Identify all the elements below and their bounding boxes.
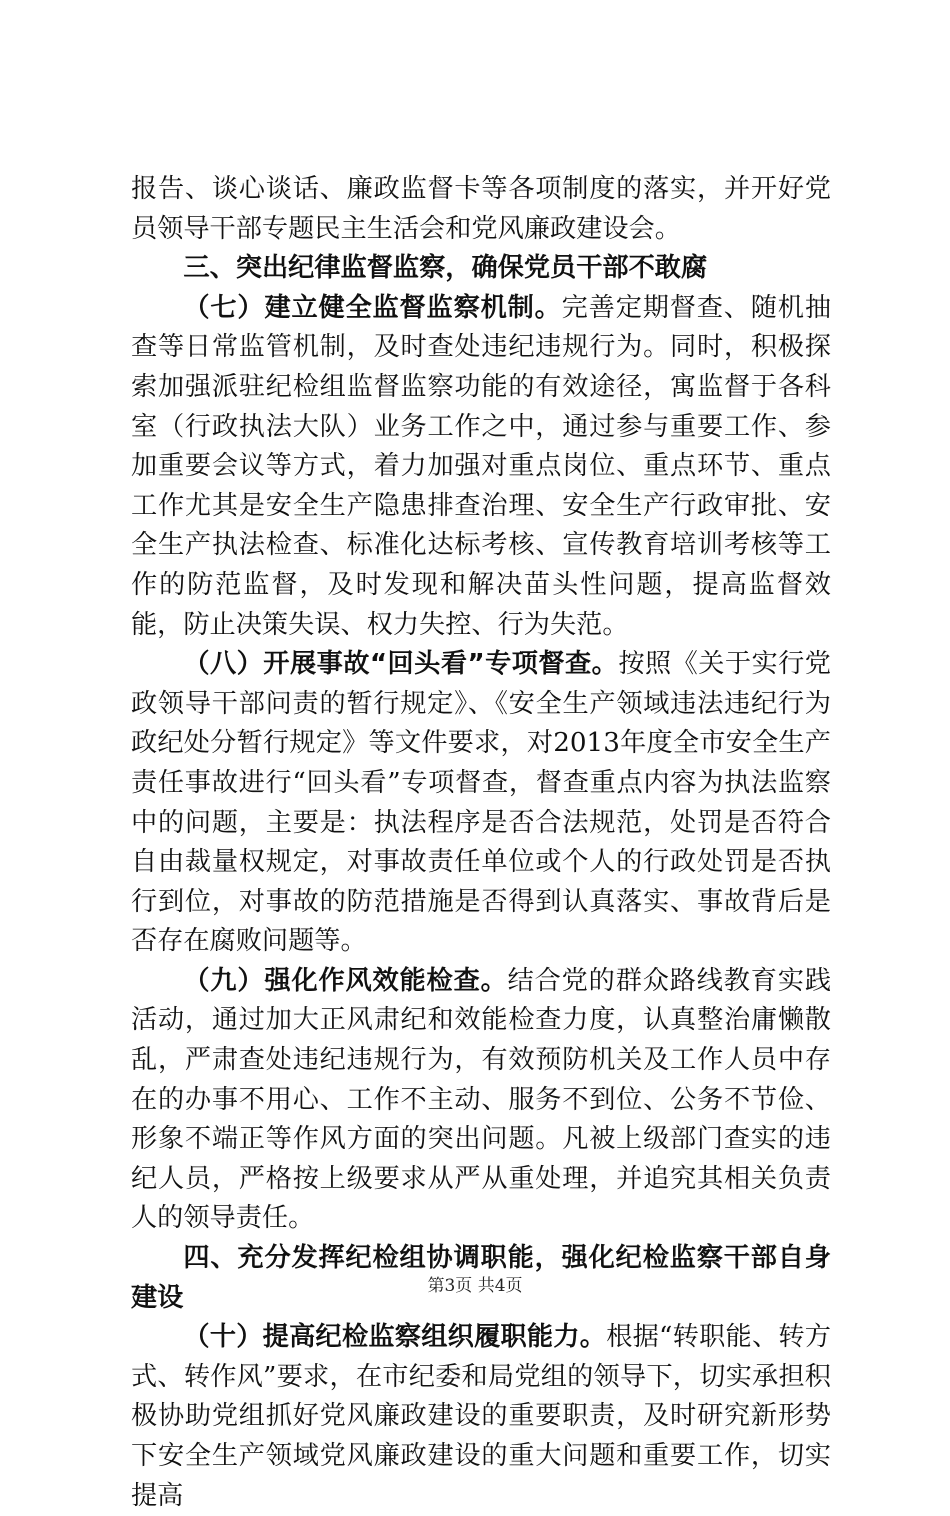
item-title: （七）建立健全监督监察机制。 [183,292,562,323]
paragraph-item-9 [131,962,831,1239]
paragraph-item-10 [131,1318,831,1516]
paragraph-item-8 [131,645,831,962]
page-footer: 第3页 共4页 [427,1276,523,1296]
item-text: 按照《关于实行党政领导干部问责的暂行规定》、《安全生产领域违法违纪行为政纪处分暂行规定》等文件要求，对2013年度全市安全生产责任事故进行“回头看”专项督查，督查重点内容为执法监察中的问题，主要是：执法程序是否合法规范，处罚是否符合自由裁量权规定，对事故责任单位或个人的行政处罚是否执行到位，对事故的防范措施是否得到认真落实、事故背后是否存在腐败问题等。 [131,649,831,957]
item-title: （八）开展事故“回头看”专项督查。 [183,649,619,680]
paragraph-text: 报告、谈心谈话、廉政监督卡等各项制度的落实，并开好党员领导干部专题民主生活会和党风廉政建设会。 [131,174,831,244]
item-text: 根据“转职能、转方式、转作风”要求，在市纪委和局党组的领导下，切实承担积极协助党组抓好党风廉政建设的重要职责，及时研究新形势下安全生产领域党风廉政建设的重大问题和重要工作，切实提高 [131,1322,831,1511]
item-text: 完善定期督查、随机抽查等日常监管机制，及时查处违纪违规行为。同时，积极探索加强派驻纪检组监督监察功能的有效途径，寓监督于各科室（行政执法大队）业务工作之中，通过参与重要工作、参加重要会议等方式，着力加强对重点岗位、重点环节、重点工作尤其是安全生产隐患排查治理、安全生产行政审批、安全生产执法检查、标准化达标考核、宣传教育培训考核等工作的防范监督，及时发现和解决苗头性问题，提高监督效能，防止决策失误、权力失控、行为失范。 [131,292,832,640]
section-heading-3: 三、突出纪律监督监察，确保党员干部不敢腐 [183,253,708,284]
item-title: （十）提高纪检监察组织履职能力。 [183,1322,607,1353]
paragraph-item-7 [131,289,831,645]
item-title: （九）强化作风效能检查。 [183,965,508,996]
section-heading-4: 四、充分发挥纪检组协调职能，强化纪检监察干部自身建设 [131,1243,831,1313]
item-text: 结合党的群众路线教育实践活动，通过加大正风肃纪和效能检查力度，认真整治庸懒散乱，严肃查处违纪违规行为，有效预防机关及工作人员中存在的办事不用心、工作不主动、服务不到位、公务不节俭、形象不端正等作风方面的突出问题。凡被上级部门查实的违纪人员，严格按上级要求从严从重处理，并追究其相关负责人的领导责任。 [131,965,832,1234]
document-body [131,170,831,1516]
paragraph-continuation [131,170,831,249]
